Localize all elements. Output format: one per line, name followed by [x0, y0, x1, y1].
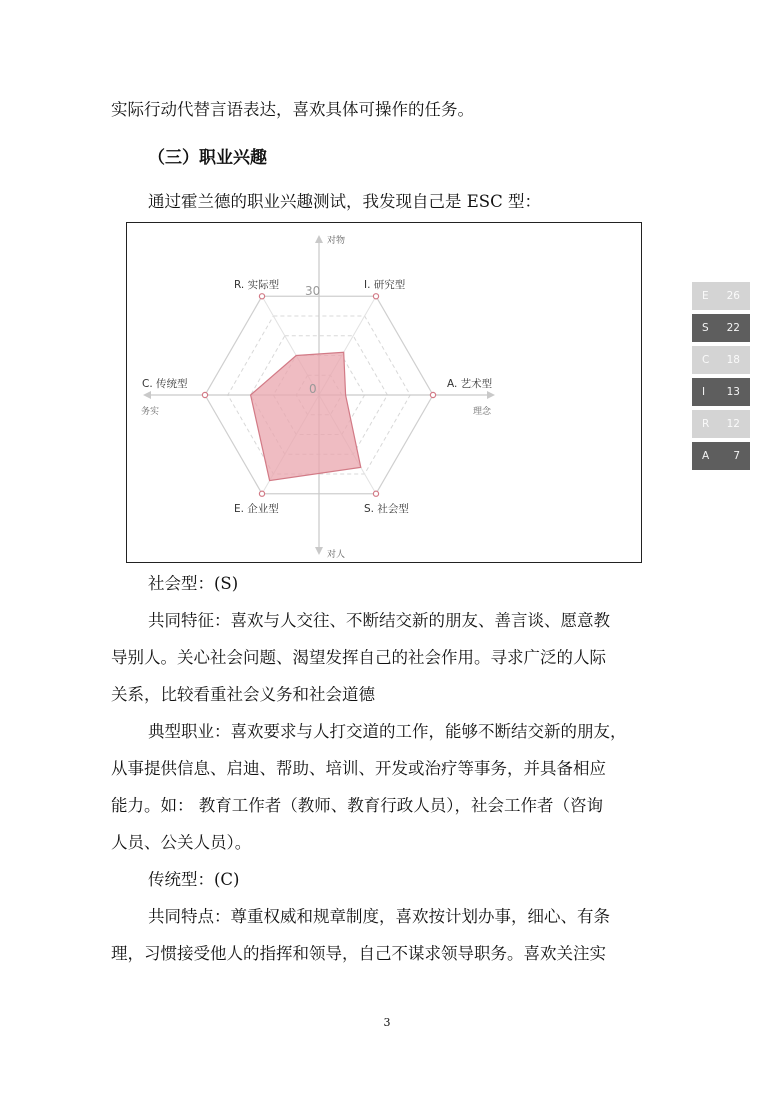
paragraph-line: 从事提供信息、启迪、帮助、培训、开发或治疗等事务，并具备相应 — [111, 759, 606, 778]
scale-min-label: 0 — [309, 382, 317, 396]
holland-radar-chart — [126, 222, 740, 563]
section-heading: （三）职业兴趣 — [148, 148, 267, 168]
vertex-dot-C — [202, 392, 207, 397]
axis-arrow-bottom — [315, 547, 323, 555]
scale-max-label: 30 — [305, 284, 321, 298]
direction-label-bottom: 对人 — [327, 550, 346, 560]
axis-arrow-top — [315, 235, 323, 243]
paragraph-line: 典型职业：喜欢要求与人打交道的工作，能够不断结交新的朋友， — [148, 722, 627, 741]
intro-line: 通过霍兰德的职业兴趣测试，我发现自己是 ESC 型： — [148, 192, 541, 211]
axis-arrow-left — [143, 391, 151, 399]
axis-label-I: I. 研究型 — [364, 279, 406, 291]
axis-label-C: C. 传统型 — [142, 378, 188, 390]
paragraph-line: 关系，比较看重社会义务和社会道德 — [111, 685, 375, 704]
legend-item-E: E 26 — [692, 282, 750, 310]
vertex-dot-R — [259, 294, 264, 299]
legend-item-A: A 7 — [692, 442, 750, 470]
vertex-dot-I — [373, 294, 378, 299]
axis-arrow-right — [487, 391, 495, 399]
axis-label-R: R. 实际型 — [234, 279, 280, 291]
paragraph-line: 人员、公关人员）。 — [111, 833, 252, 852]
page-number: 3 — [383, 1016, 391, 1029]
paragraph-line: 能力。如： 教育工作者（教师、教育行政人员），社会工作者（咨询 — [111, 796, 603, 815]
legend-item-S: S 22 — [692, 314, 750, 342]
paragraph-line: 导别人。关心社会问题、渴望发挥自己的社会作用。寻求广泛的人际 — [111, 648, 606, 667]
radar-svg — [127, 223, 643, 564]
vertex-dot-E — [259, 491, 264, 496]
direction-label-top: 对物 — [327, 236, 346, 246]
conventional-type-title: 传统型：(C) — [148, 870, 240, 889]
direction-label-left: 务实 — [141, 407, 160, 417]
legend-item-I: I 13 — [692, 378, 750, 406]
social-type-title: 社会型：(S) — [148, 574, 239, 593]
series-polygon — [251, 352, 361, 480]
legend-item-R: R 12 — [692, 410, 750, 438]
paragraph-line: 共同特点：尊重权威和规章制度，喜欢按计划办事，细心、有条 — [148, 907, 610, 926]
legend-item-C: C 18 — [692, 346, 750, 374]
direction-label-right: 理念 — [473, 407, 492, 417]
paragraph-line: 共同特征：喜欢与人交往、不断结交新的朋友、善言谈、愿意教 — [148, 611, 610, 630]
axis-label-S: S. 社会型 — [364, 503, 409, 515]
vertex-dot-S — [373, 491, 378, 496]
axis-label-E: E. 企业型 — [234, 503, 279, 515]
paragraph-line: 实际行动代替言语表达，喜欢具体可操作的任务。 — [111, 100, 474, 119]
paragraph-line: 理，习惯接受他人的指挥和领导，自己不谋求领导职务。喜欢关注实 — [111, 944, 606, 963]
axis-label-A: A. 艺术型 — [447, 378, 493, 390]
vertex-dot-A — [430, 392, 435, 397]
